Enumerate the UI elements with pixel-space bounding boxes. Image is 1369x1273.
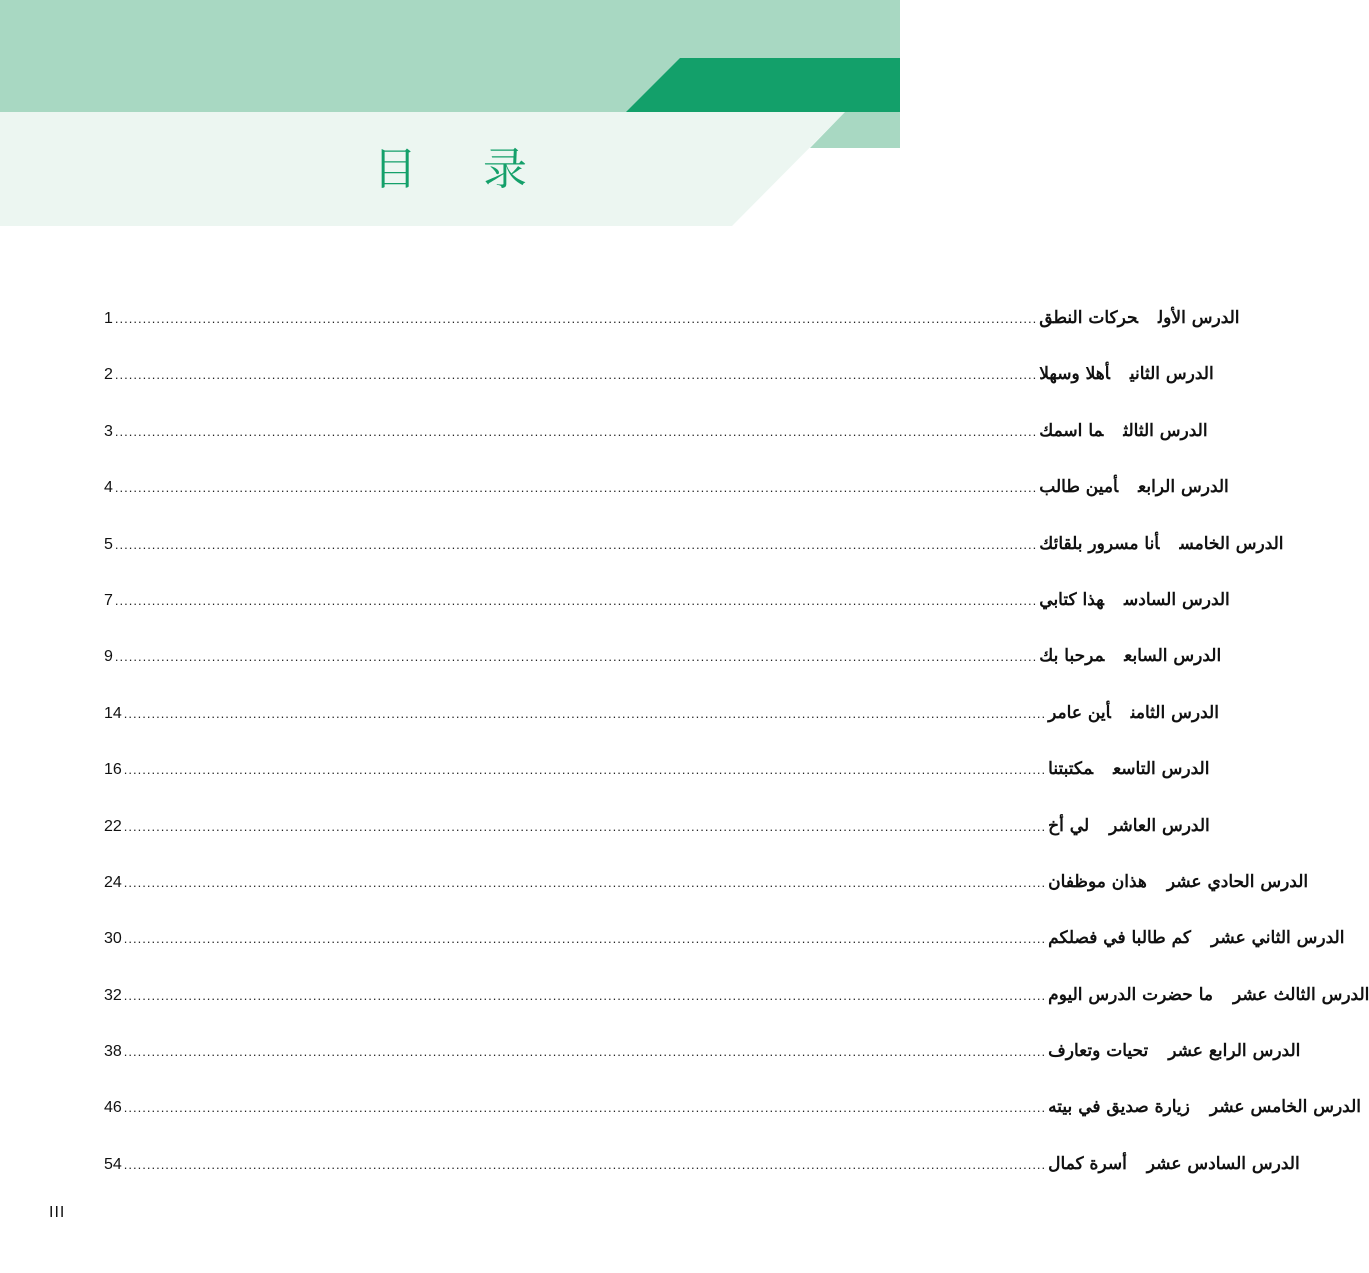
toc-dot-leader: ........................................................................................................................................................................................................ [123,762,1047,778]
toc-page-number: 32 [104,986,122,1004]
toc-lesson-label: الدرس الثالث عشر [1232,984,1369,1005]
toc-lesson-title: مرحبا بك [1039,646,1105,667]
toc-entry-text [1048,685,1219,741]
toc-page-number: 4 [104,479,113,497]
toc-entry-text [1039,459,1229,515]
toc-lesson-label: الدرس السادس [1124,589,1230,610]
toc-entry-text [1039,290,1239,346]
toc-page-number: 16 [104,761,122,779]
toc-lesson-title: أنا مسرور بلقائك [1039,533,1160,554]
toc-page-number: 46 [104,1099,122,1117]
toc-lesson-label: الدرس الأول [1158,308,1240,328]
toc-lesson-label: الدرس الرابع [1138,477,1229,498]
page-number-roman: III [49,1204,66,1221]
toc-entry[interactable] [104,685,1219,741]
toc-entry[interactable] [104,516,1284,572]
toc-page-number: 9 [104,648,113,666]
toc-lesson-title: زيارة صديق في بيته [1048,1097,1190,1118]
toc-page-number: 1 [104,310,113,327]
toc-lesson-label: الدرس الخامس [1179,533,1284,554]
toc-lesson-title: أسرة كمال [1048,1153,1127,1174]
toc-entry-text [1048,1023,1300,1079]
toc-entry-text [1048,1079,1361,1135]
toc-entry-text [1048,741,1209,797]
toc-lesson-title: أين عامر [1048,702,1111,723]
toc-entry-text [1048,854,1308,910]
toc-lesson-title: هذا كتابي [1039,589,1104,610]
toc-dot-leader: ........................................................................................................................................................................................................ [123,818,1047,834]
toc-lesson-label: الدرس العاشر [1109,815,1210,836]
page-title: 目 录 [373,144,553,195]
toc-dot-leader: ........................................................................................................................................................................................................ [114,423,1038,439]
toc-entry-text [1039,572,1230,628]
toc-entry[interactable] [104,290,1240,346]
toc-page-number: 3 [104,422,113,440]
toc-lesson-title: ما اسمك [1039,420,1104,441]
toc-dot-leader: ........................................................................................................................................................................................................ [123,705,1047,721]
toc-entry[interactable] [104,572,1230,628]
toc-dot-leader: ........................................................................................................................................................................................................ [123,931,1047,947]
toc-dot-leader: ........................................................................................................................................................................................................ [123,1100,1047,1116]
toc-page-number: 2 [104,366,113,384]
toc-entry-text [1048,967,1369,1023]
toc-entry[interactable] [104,798,1210,854]
toc-entry[interactable] [104,346,1214,402]
toc-dot-leader: ........................................................................................................................................................................................................ [123,1044,1047,1060]
toc-page-number: 14 [104,704,122,722]
toc-entry[interactable] [104,910,1345,966]
toc-dot-leader: ........................................................................................................................................................................................................ [114,592,1038,608]
toc-lesson-title: ما حضرت الدرس اليوم [1048,984,1213,1005]
toc-entry[interactable] [104,967,1369,1023]
toc-entry-text [1039,628,1221,684]
toc-lesson-title: أمين طالب [1039,477,1119,498]
toc-lesson-label: الدرس التاسع [1113,759,1210,780]
toc-entry-text [1039,516,1283,572]
toc-entry[interactable] [104,1136,1300,1192]
toc-dot-leader: ........................................................................................................................................................................................................ [114,480,1038,496]
toc-lesson-label: الدرس السادس عشر [1146,1153,1300,1174]
toc-dot-leader: ........................................................................................................................................................................................................ [114,649,1038,665]
toc-lesson-title: كم طالبا في فصلكم [1048,928,1192,949]
toc-lesson-title: مكتبتنا [1048,759,1094,780]
toc-lesson-label: الدرس السابع [1124,646,1222,667]
toc-dot-leader: ........................................................................................................................................................................................................ [123,1156,1047,1172]
toc-entry-text [1048,910,1344,966]
toc-dot-leader: ........................................................................................................................................................................................................ [123,987,1047,1003]
toc-entry-text [1039,346,1213,402]
toc-dot-leader: ........................................................................................................................................................................................................ [114,311,1038,326]
toc-entry-text [1039,403,1207,459]
toc-entry[interactable] [104,854,1309,910]
toc-lesson-title: لي أخ [1048,815,1090,836]
toc-lesson-label: الدرس الرابع عشر [1168,1041,1301,1062]
header-banner [0,0,900,226]
toc-lesson-label: الدرس الثاني [1129,364,1214,385]
toc-entry[interactable] [104,1079,1361,1135]
toc-dot-leader: ........................................................................................................................................................................................................ [114,367,1038,383]
toc-page-number: 30 [104,930,122,948]
toc-lesson-label: الدرس الثالث [1123,420,1208,441]
toc-page-number: 38 [104,1043,122,1061]
toc-entry-text [1048,798,1210,854]
toc-dot-leader: ........................................................................................................................................................................................................ [123,874,1047,890]
toc-page-number: 24 [104,873,122,891]
toc-entry[interactable] [104,403,1208,459]
toc-entry[interactable] [104,741,1210,797]
toc-lesson-label: الدرس الثاني عشر [1211,928,1345,949]
toc-lesson-label: الدرس الخامس عشر [1209,1097,1361,1118]
toc-entry[interactable] [104,459,1229,515]
toc-page-number: 5 [104,535,113,553]
toc-lesson-title: هذان موظفان [1048,871,1147,892]
toc-page-number: 22 [104,817,122,835]
toc-entry[interactable] [104,1023,1301,1079]
table-of-contents [104,290,1369,1192]
toc-page-number: 7 [104,591,113,609]
toc-page-number: 54 [104,1155,122,1173]
toc-entry-text [1048,1136,1300,1192]
toc-lesson-title: أهلا وسهلا [1039,364,1110,385]
toc-lesson-title: تحيات وتعارف [1048,1041,1149,1062]
toc-lesson-label: الدرس الحادي عشر [1166,871,1309,892]
toc-entry[interactable] [104,628,1222,684]
toc-lesson-title: حركات النطق [1039,308,1138,328]
toc-lesson-label: الدرس الثامن [1130,702,1219,723]
toc-dot-leader: ........................................................................................................................................................................................................ [114,536,1038,552]
